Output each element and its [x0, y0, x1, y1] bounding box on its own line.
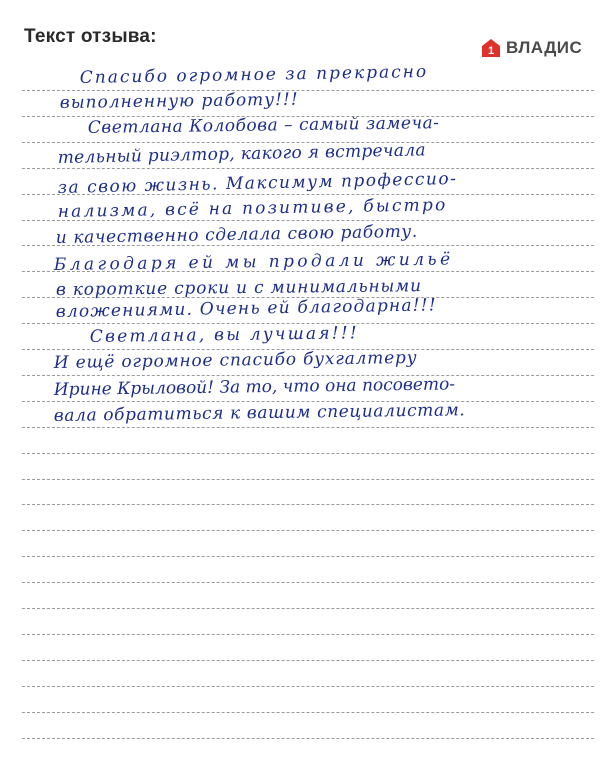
review-line: и качественно сделала свою работу. [55, 221, 418, 248]
review-line: Спасибо огромное за прекрасно [79, 61, 429, 88]
review-line: в короткие сроки и с минимальными [55, 276, 422, 300]
review-line: И ещё огромное спасибо бухгалтеру [53, 347, 418, 373]
review-line: за свою жизнь. Максимум профессио- [57, 168, 458, 198]
review-line: Благодаря ей мы продали жильё [53, 249, 454, 275]
review-line: нализма, всё на позитиве, быстро [57, 195, 448, 222]
review-line: выполненную работу!!! [59, 89, 299, 113]
review-line: Светлана Колобова – самый замеча- [87, 113, 440, 138]
review-line: вложениями. Очень ей благодарна!!! [55, 295, 437, 322]
svg-text:1: 1 [487, 45, 495, 57]
review-line: тельный риэлтор, какого я встречала [57, 140, 427, 168]
review-line: Светлана, вы лучшая!!! [89, 323, 359, 347]
review-line: Ирине Крыловой! За то, что она посовето- [53, 374, 456, 400]
review-line: вала обратиться к вашим специалистам. [53, 400, 466, 426]
form-title: Текст отзыва: [24, 26, 157, 47]
brand-name: ВЛАДИС [506, 38, 583, 57]
